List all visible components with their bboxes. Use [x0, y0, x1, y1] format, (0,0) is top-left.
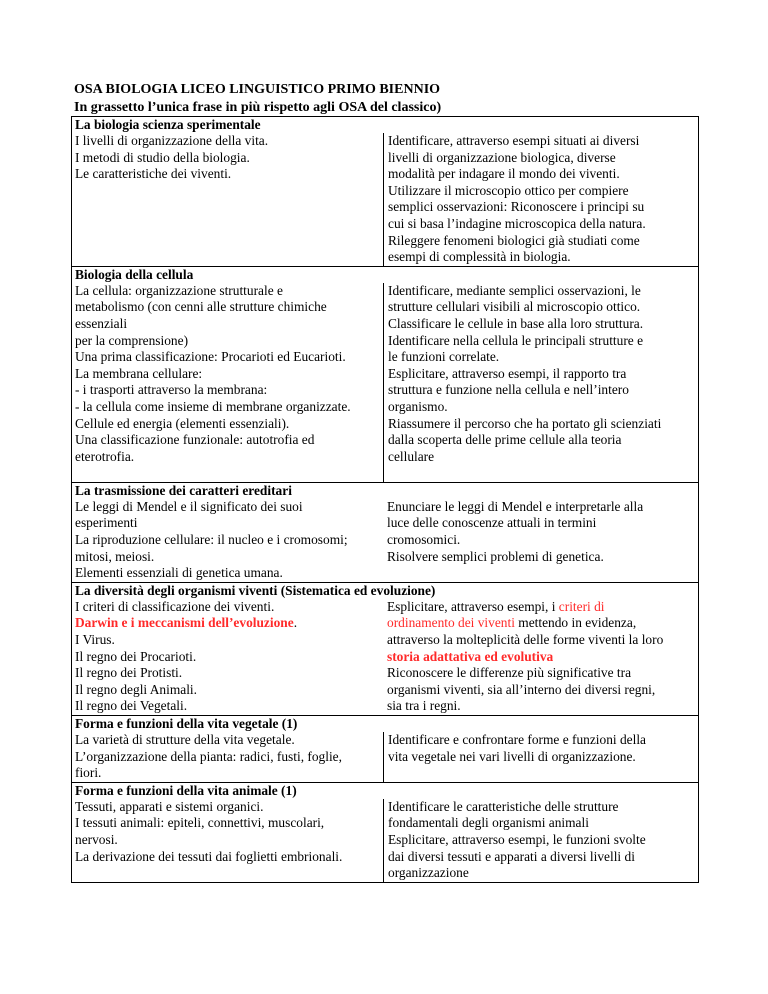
section-heading: Forma e funzioni della vita animale (1) [75, 782, 297, 798]
objective-line: Identificare e confrontare forme e funzioni della [388, 732, 647, 747]
objective-line: cromosomici. [387, 532, 461, 548]
section-row [72, 133, 698, 266]
objective-line: Esplicitare, attraverso esempi, le funzioni svolte [388, 831, 646, 847]
objective-text: Esplicitare, attraverso esempi, i [387, 598, 556, 614]
content-line: essenziali [75, 315, 128, 331]
content-line: Il regno dei Protisti. [75, 665, 183, 681]
objective-line: esempi di complessità in biologia. [388, 249, 571, 265]
highlight-text: criteri di [558, 598, 605, 614]
content-line: fiori. [75, 765, 102, 781]
contents-column [72, 283, 383, 482]
content-line: La membrana cellulare: [75, 365, 203, 381]
objectives-column [383, 133, 698, 266]
objective-line: Riconoscere le differenze più significative tra [387, 665, 632, 681]
content-line: I metodi di studio della biologia. [75, 149, 250, 165]
content-line: I Virus. [75, 632, 115, 648]
objective-line: struttura e funzione nella cellula e nell’intero [388, 382, 629, 398]
section-biologia-sperimentale [72, 117, 698, 267]
objective-line: Rileggere fenomeni biologici già studiati come [388, 232, 640, 248]
objective-line-highlighted: storia adattativa ed evolutiva [387, 648, 554, 664]
objective-text: mettendo in evidenza, [518, 615, 637, 631]
section-vita-vegetale [72, 716, 698, 783]
content-line: Elementi essenziali di genetica umana. [75, 565, 283, 581]
section-heading: La trasmissione dei caratteri ereditari [75, 482, 292, 498]
section-row [72, 599, 698, 715]
contents-column [72, 599, 383, 715]
content-line: mitosi, meiosi. [75, 548, 155, 564]
content-line: Cellule ed energia (elementi essenziali). [75, 415, 290, 431]
section-heading: Biologia della cellula [75, 266, 194, 282]
content-line: Una prima classificazione: Procarioti ed Eucarioti. [75, 349, 346, 365]
curriculum-table [71, 116, 699, 883]
section-heading: La biologia scienza sperimentale [75, 117, 261, 132]
content-line [75, 465, 380, 482]
objective-line [387, 599, 695, 616]
objectives-column [383, 732, 698, 782]
objective-line: modalità per indagare il mondo dei viventi. [388, 166, 620, 182]
objective-line: dalla scoperta delle prime cellule alla teoria [388, 432, 622, 448]
section-row [72, 499, 698, 582]
section-diversita-organismi [72, 583, 698, 716]
content-line: La derivazione dei tessuti dai foglietti embrionali. [75, 848, 343, 864]
objective-line: cui si basa l’indagine microscopica della natura. [388, 215, 646, 231]
objectives-column [383, 499, 698, 582]
document-title: OSA BIOLOGIA LICEO LINGUISTICO PRIMO BIENNIO [74, 82, 441, 97]
objective-line: Classificare le cellule in base alla loro struttura. [388, 315, 644, 331]
contents-column [72, 499, 383, 582]
content-line: Il regno dei Procarioti. [75, 648, 197, 664]
content-line: metabolismo (con cenni alle strutture chimiche [75, 299, 327, 315]
document-subtitle: In grassetto l’unica frase in più rispetto agli OSA del classico) [74, 100, 442, 115]
content-line: Il regno degli Animali. [75, 681, 197, 697]
objective-line: dai diversi tessuti e apparati a diversi livelli di [388, 848, 635, 864]
section-row [72, 732, 698, 782]
section-row [72, 799, 698, 882]
content-line: I livelli di organizzazione della vita. [75, 133, 269, 148]
content-line: L’organizzazione della pianta: radici, fusti, foglie, [75, 748, 342, 764]
content-line: esperimenti [75, 515, 138, 531]
objective-line [387, 615, 695, 632]
highlight-text: Darwin e i meccanismi dell’evoluzione [75, 615, 294, 631]
contents-column [72, 732, 383, 782]
content-line: La cellula: organizzazione strutturale e [75, 282, 283, 298]
objective-line: vita vegetale nei vari livelli di organizzazione. [388, 748, 636, 764]
content-line: - i trasporti attraverso la membrana: [75, 382, 268, 398]
objective-line [388, 765, 695, 782]
objective-line: Identificare, mediante semplici osservazioni, le [388, 282, 641, 298]
objective-line: Identificare nella cellula le principali strutture e [388, 332, 644, 348]
section-biologia-cellula [72, 267, 698, 483]
objective-line [388, 465, 695, 482]
content-line: eterotrofia. [75, 448, 135, 464]
objective-line: Risolvere semplici problemi di genetica. [387, 548, 604, 564]
objective-line: luce delle conoscenze attuali in termini [387, 515, 597, 531]
content-line: per la comprensione) [75, 332, 189, 348]
content-line-highlighted: Darwin e i meccanismi dell’evoluzione. [75, 615, 298, 631]
objective-line: Utilizzare il microscopio ottico per compiere [388, 182, 629, 198]
objective-line: le funzioni correlate. [388, 349, 500, 365]
objective-line: organizzazione [388, 865, 469, 881]
highlight-text: ordinamento dei viventi [387, 615, 515, 631]
objective-line: Identificare le caratteristiche delle strutture [388, 798, 619, 814]
content-line: Il regno dei Vegetali. [75, 698, 188, 714]
content-line: Le leggi di Mendel e il significato dei suoi [75, 498, 303, 514]
objectives-column [383, 799, 698, 882]
content-line: La varietà di strutture della vita vegetale. [75, 732, 295, 747]
contents-column [72, 133, 383, 266]
content-line: Le caratteristiche dei viventi. [75, 166, 232, 182]
objective-line: Esplicitare, attraverso esempi, il rapporto tra [388, 365, 627, 381]
contents-column [72, 799, 383, 882]
content-line: La riproduzione cellulare: il nucleo e i cromosomi; [75, 532, 348, 548]
section-trasmissione-caratteri [72, 483, 698, 583]
objective-line: Identificare, attraverso esempi situati ai diversi [388, 133, 640, 148]
objective-line: livelli di organizzazione biologica, diverse [388, 149, 616, 165]
objective-line: fondamentali degli organismi animali [388, 815, 589, 831]
content-line: Una classificazione funzionale: autotrofia ed [75, 432, 315, 448]
content-line: - la cellula come insieme di membrane organizzate. [75, 398, 351, 414]
section-row [72, 283, 698, 482]
objective-line [387, 565, 695, 582]
section-vita-animale [72, 783, 698, 882]
objective-line: organismi viventi, sia all’interno dei diversi regni, [387, 681, 656, 697]
objectives-column [383, 599, 698, 715]
objective-line: attraverso la molteplicità delle forme viventi la loro [387, 632, 664, 648]
content-line: nervosi. [75, 831, 118, 847]
objective-line: Enunciare le leggi di Mendel e interpretarle alla [387, 498, 644, 514]
objectives-column [383, 283, 698, 482]
content-line: Tessuti, apparati e sistemi organici. [75, 798, 264, 814]
objective-line: sia tra i regni. [387, 698, 461, 714]
content-line: I criteri di classificazione dei viventi. [75, 598, 275, 614]
objective-line: strutture cellulari visibili al microscopio ottico. [388, 299, 641, 315]
objective-line: organismo. [388, 398, 448, 414]
objective-line: semplici osservazioni: Riconoscere i principi su [388, 199, 645, 215]
objective-line: Riassumere il percorso che ha portato gli scienziati [388, 415, 662, 431]
objective-line: cellulare [388, 448, 435, 464]
section-heading: Forma e funzioni della vita vegetale (1) [75, 716, 298, 731]
content-line: I tessuti animali: epiteli, connettivi, muscolari, [75, 815, 325, 831]
section-heading: La diversità degli organismi viventi (Sistematica ed evoluzione) [75, 582, 436, 598]
